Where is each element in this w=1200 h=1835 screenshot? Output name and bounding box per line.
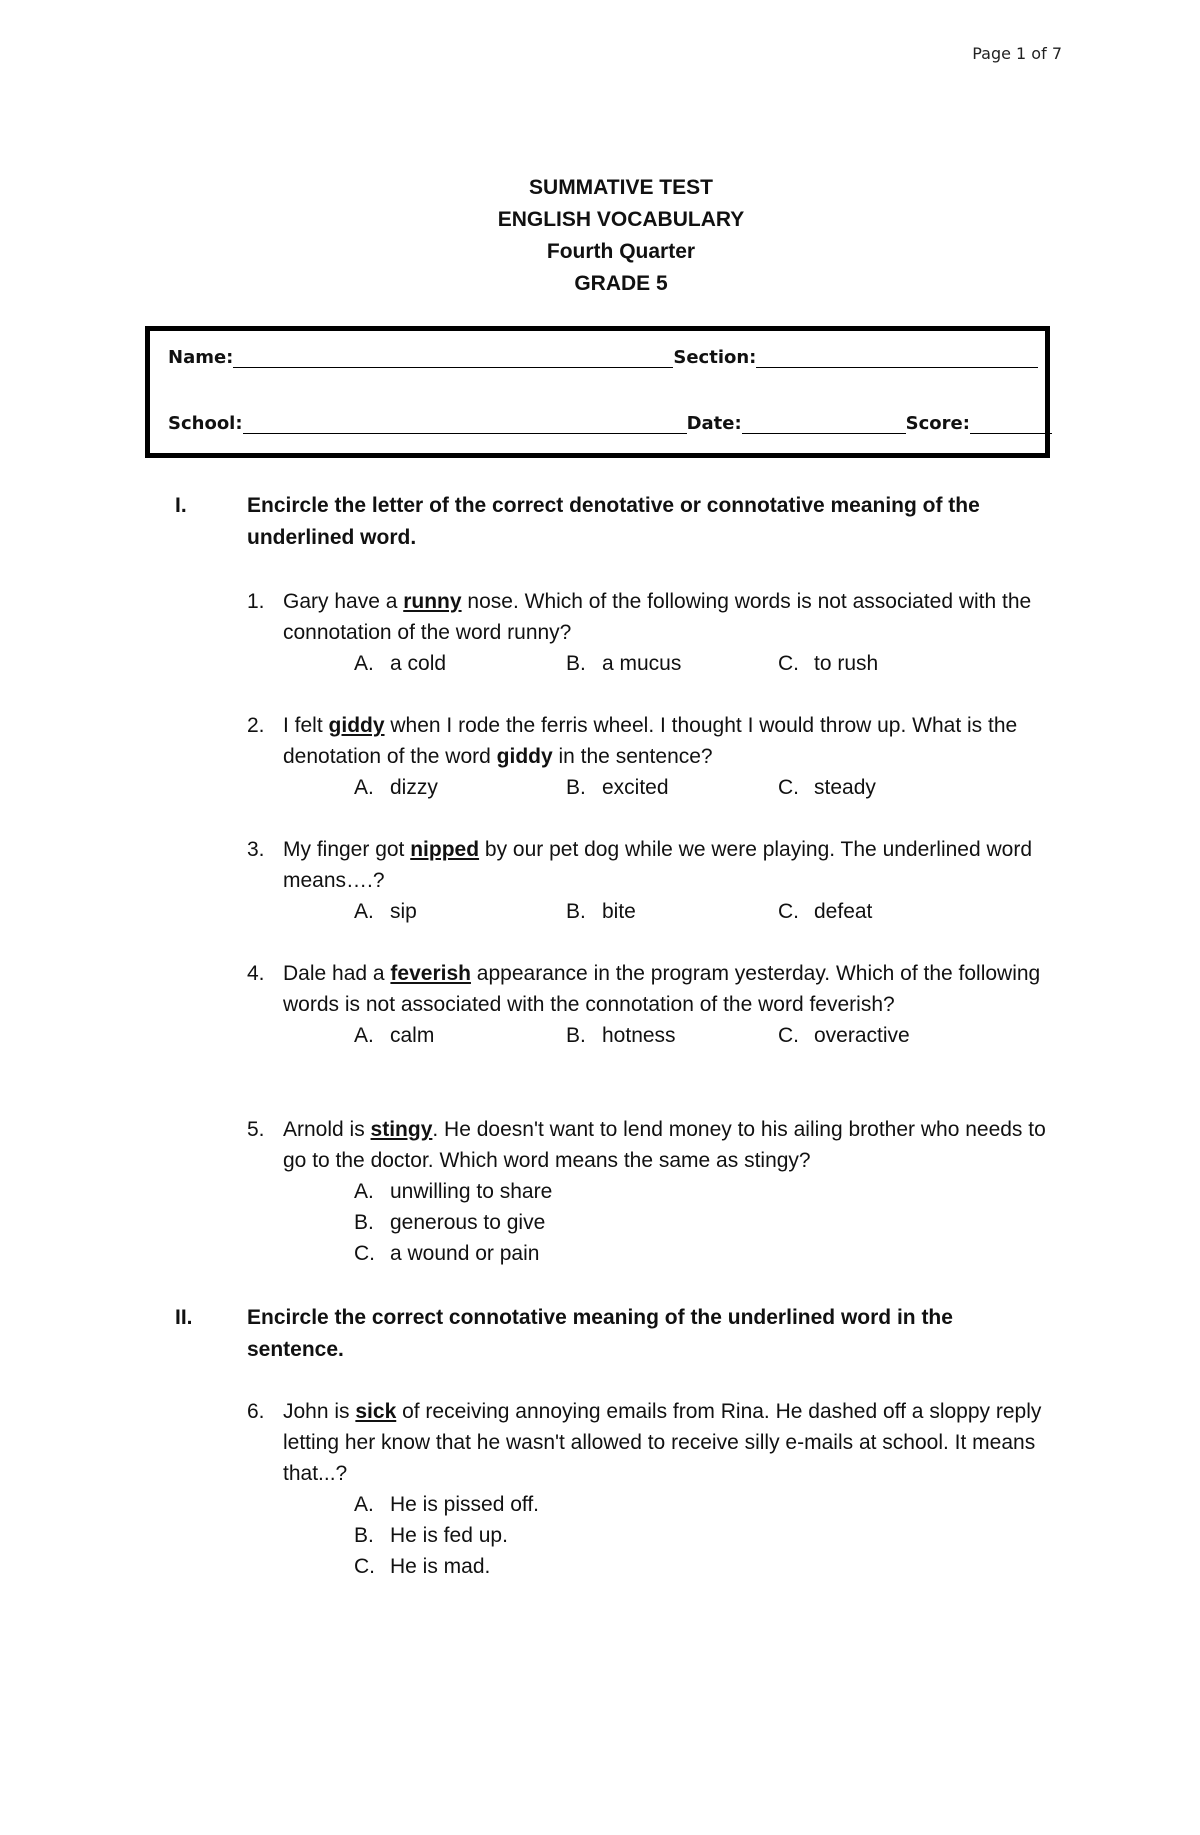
info-row-school-date-score <box>168 413 1052 434</box>
underlined-word: stingy <box>370 1118 433 1141</box>
score-label: Score: <box>905 413 970 434</box>
option-c[interactable]: C. a wound or pain <box>354 1242 540 1265</box>
test-subject: ENGLISH VOCABULARY <box>497 208 745 231</box>
question-stem: I felt giddy when I rode the ferris wheel. I thought I would throw up. What is the denotation of the word giddy in the sentence? <box>283 714 1018 768</box>
options-row <box>354 772 1067 803</box>
page-number: Page 1 of 7 <box>972 44 1062 63</box>
option-c[interactable]: C. overactive <box>778 1024 910 1047</box>
option-c[interactable]: C. steady <box>778 776 876 799</box>
question-number: 5. <box>247 1118 265 1141</box>
highlighted-word: giddy <box>496 745 553 768</box>
question-4 <box>247 958 1067 1051</box>
question-stem: Gary have a runny nose. Which of the following words is not associated with the connotation of the word runny? <box>283 590 1032 644</box>
school-label: School: <box>168 413 243 434</box>
option-a[interactable]: A. sip <box>354 900 417 923</box>
question-number: 3. <box>247 838 265 861</box>
score-field-line[interactable] <box>970 413 1052 434</box>
section-2-heading <box>175 1302 1055 1366</box>
option-b[interactable]: B. bite <box>566 900 636 923</box>
question-number: 6. <box>247 1400 265 1423</box>
option-c[interactable]: C. defeat <box>778 900 873 923</box>
underlined-word: giddy <box>328 714 385 737</box>
underlined-word: feverish <box>390 962 471 985</box>
info-row-name-section <box>168 347 1038 368</box>
question-6 <box>247 1396 1067 1582</box>
test-quarter: Fourth Quarter <box>546 240 696 263</box>
question-number: 1. <box>247 590 265 613</box>
student-info-box <box>145 326 1050 458</box>
test-title: SUMMATIVE TEST <box>529 176 713 199</box>
options-row <box>354 1020 1067 1051</box>
section-label: Section: <box>673 347 757 368</box>
option-b[interactable]: B. generous to give <box>354 1211 546 1234</box>
date-label: Date: <box>686 413 742 434</box>
option-c[interactable]: C. He is mad. <box>354 1555 491 1578</box>
question-stem: My finger got nipped by our pet dog while we were playing. The underlined word means….? <box>283 838 1033 892</box>
option-a[interactable]: A. He is pissed off. <box>354 1493 540 1516</box>
question-stem: Dale had a feverish appearance in the program yesterday. Which of the following words is not associated with the connotation of the word feverish? <box>283 962 1041 1016</box>
option-a[interactable]: A. a cold <box>354 652 447 675</box>
options-list <box>354 1489 1067 1582</box>
option-b[interactable]: B. a mucus <box>566 652 682 675</box>
section-number: I. <box>175 494 187 517</box>
question-5 <box>247 1114 1067 1269</box>
option-a[interactable]: A. unwilling to share <box>354 1180 553 1203</box>
date-field-line[interactable] <box>742 413 906 434</box>
option-b[interactable]: B. excited <box>566 776 669 799</box>
question-number: 4. <box>247 962 265 985</box>
underlined-word: runny <box>403 590 462 613</box>
options-row <box>354 896 1067 927</box>
question-2 <box>247 710 1067 803</box>
question-stem: Arnold is stingy. He doesn't want to lend money to his ailing brother who needs to go to the doctor. Which word means the same as stingy? <box>283 1118 1046 1172</box>
section-instruction: Encircle the correct connotative meaning of the underlined word in the sentence. <box>247 1306 953 1361</box>
options-list <box>354 1176 1067 1269</box>
option-c[interactable]: C. to rush <box>778 652 879 675</box>
section-field-line[interactable] <box>756 347 1038 368</box>
name-field-line[interactable] <box>233 347 673 368</box>
option-a[interactable]: A. dizzy <box>354 776 438 799</box>
options-row <box>354 648 1067 679</box>
option-a[interactable]: A. calm <box>354 1024 435 1047</box>
name-label: Name: <box>168 347 234 368</box>
test-grade: GRADE 5 <box>574 272 668 295</box>
section-instruction: Encircle the letter of the correct denotative or connotative meaning of the underlined word. <box>247 494 980 549</box>
question-stem: John is sick of receiving annoying emails from Rina. He dashed off a sloppy reply letting her know that he wasn't allowed to receive silly e-mails at school. It means that...? <box>283 1400 1042 1485</box>
option-b[interactable]: B. He is fed up. <box>354 1524 508 1547</box>
school-field-line[interactable] <box>243 413 687 434</box>
underlined-word: nipped <box>410 838 480 861</box>
option-b[interactable]: B. hotness <box>566 1024 676 1047</box>
test-header <box>0 172 1200 300</box>
section-1-heading <box>175 490 1055 554</box>
question-number: 2. <box>247 714 265 737</box>
underlined-word: sick <box>355 1400 397 1423</box>
section-number: II. <box>175 1306 193 1329</box>
question-1 <box>247 586 1067 679</box>
question-3 <box>247 834 1067 927</box>
